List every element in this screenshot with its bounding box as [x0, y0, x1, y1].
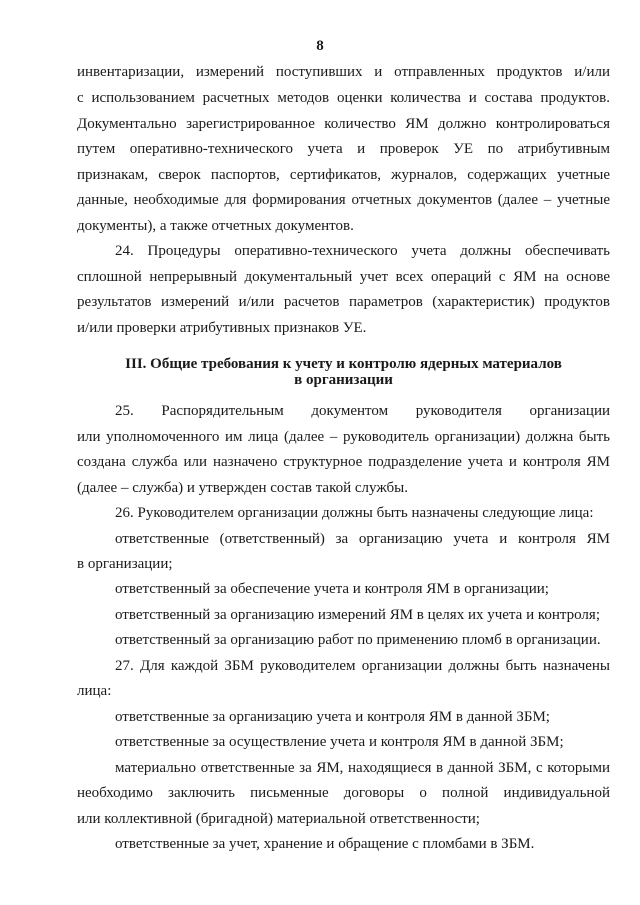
text-line: путем оперативно-технического учета и проверок УЕ по атрибутивным	[77, 141, 610, 157]
text-line: ответственный за обеспечение учета и контроля ЯМ в организации;	[115, 581, 549, 597]
text-line: документы), а также отчетных документов.	[77, 218, 354, 234]
section-heading-line-1: III. Общие требования к учету и контролю ядерных материалов	[125, 356, 562, 372]
text-line: ответственный за организацию измерений ЯМ в целях их учета и контроля;	[115, 607, 600, 623]
text-line: с использованием расчетных методов оценки количества и состава продуктов.	[77, 90, 610, 106]
text-line: ответственные за организацию учета и контроля ЯМ в данной ЗБМ;	[115, 709, 550, 725]
text-line: инвентаризации, измерений поступивших и отправленных продуктов и/или	[77, 64, 610, 80]
text-line: ответственные за учет, хранение и обращение с пломбами в ЗБМ.	[115, 836, 535, 852]
text-line: и/или проверки атрибутивных признаков УЕ.	[77, 320, 367, 336]
text-line: или уполномоченного им лица (далее – руководитель организации) должна быть	[77, 429, 610, 445]
text-line: 24. Процедуры оперативно-технического учета должны обеспечивать	[115, 243, 610, 259]
section-heading-line-2: в организации	[294, 372, 393, 388]
text-line: сплошной непрерывный документальный учет всех операций с ЯМ на основе	[77, 269, 610, 285]
text-line: признакам, сверок паспортов, сертификатов, журналов, содержащих учетные	[77, 167, 610, 183]
text-line: ответственные (ответственный) за организацию учета и контроля ЯМ	[115, 531, 610, 547]
text-line: 27. Для каждой ЗБМ руководителем организации должны быть назначены	[115, 658, 610, 674]
text-line: материально ответственные за ЯМ, находящиеся в данной ЗБМ, с которыми	[115, 760, 610, 776]
text-line: (далее – служба) и утвержден состав такой службы.	[77, 480, 408, 496]
page-number: 8	[316, 38, 324, 54]
text-line: 25. Распорядительным документом руководителя организации	[115, 403, 610, 419]
text-line: 26. Руководителем организации должны быть назначены следующие лица:	[115, 505, 594, 521]
text-line: данные, необходимые для формирования отчетных документов (далее – учетные	[77, 192, 610, 208]
text-line: ответственные за осуществление учета и контроля ЯМ в данной ЗБМ;	[115, 734, 564, 750]
text-line: в организации;	[77, 556, 173, 572]
text-line: лица:	[77, 683, 112, 699]
text-line: ответственный за организацию работ по применению пломб в организации.	[115, 632, 601, 648]
text-line: или коллективной (бригадной) материальной ответственности;	[77, 811, 480, 827]
text-line: результатов измерений и/или расчетов параметров (характеристик) продуктов	[77, 294, 610, 310]
text-line: Документально зарегистрированное количество ЯМ должно контролироваться	[77, 116, 610, 132]
text-line: необходимо заключить письменные договоры о полной индивидуальной	[77, 785, 610, 801]
text-line: создана служба или назначено структурное подразделение учета и контроля ЯМ	[77, 454, 610, 470]
